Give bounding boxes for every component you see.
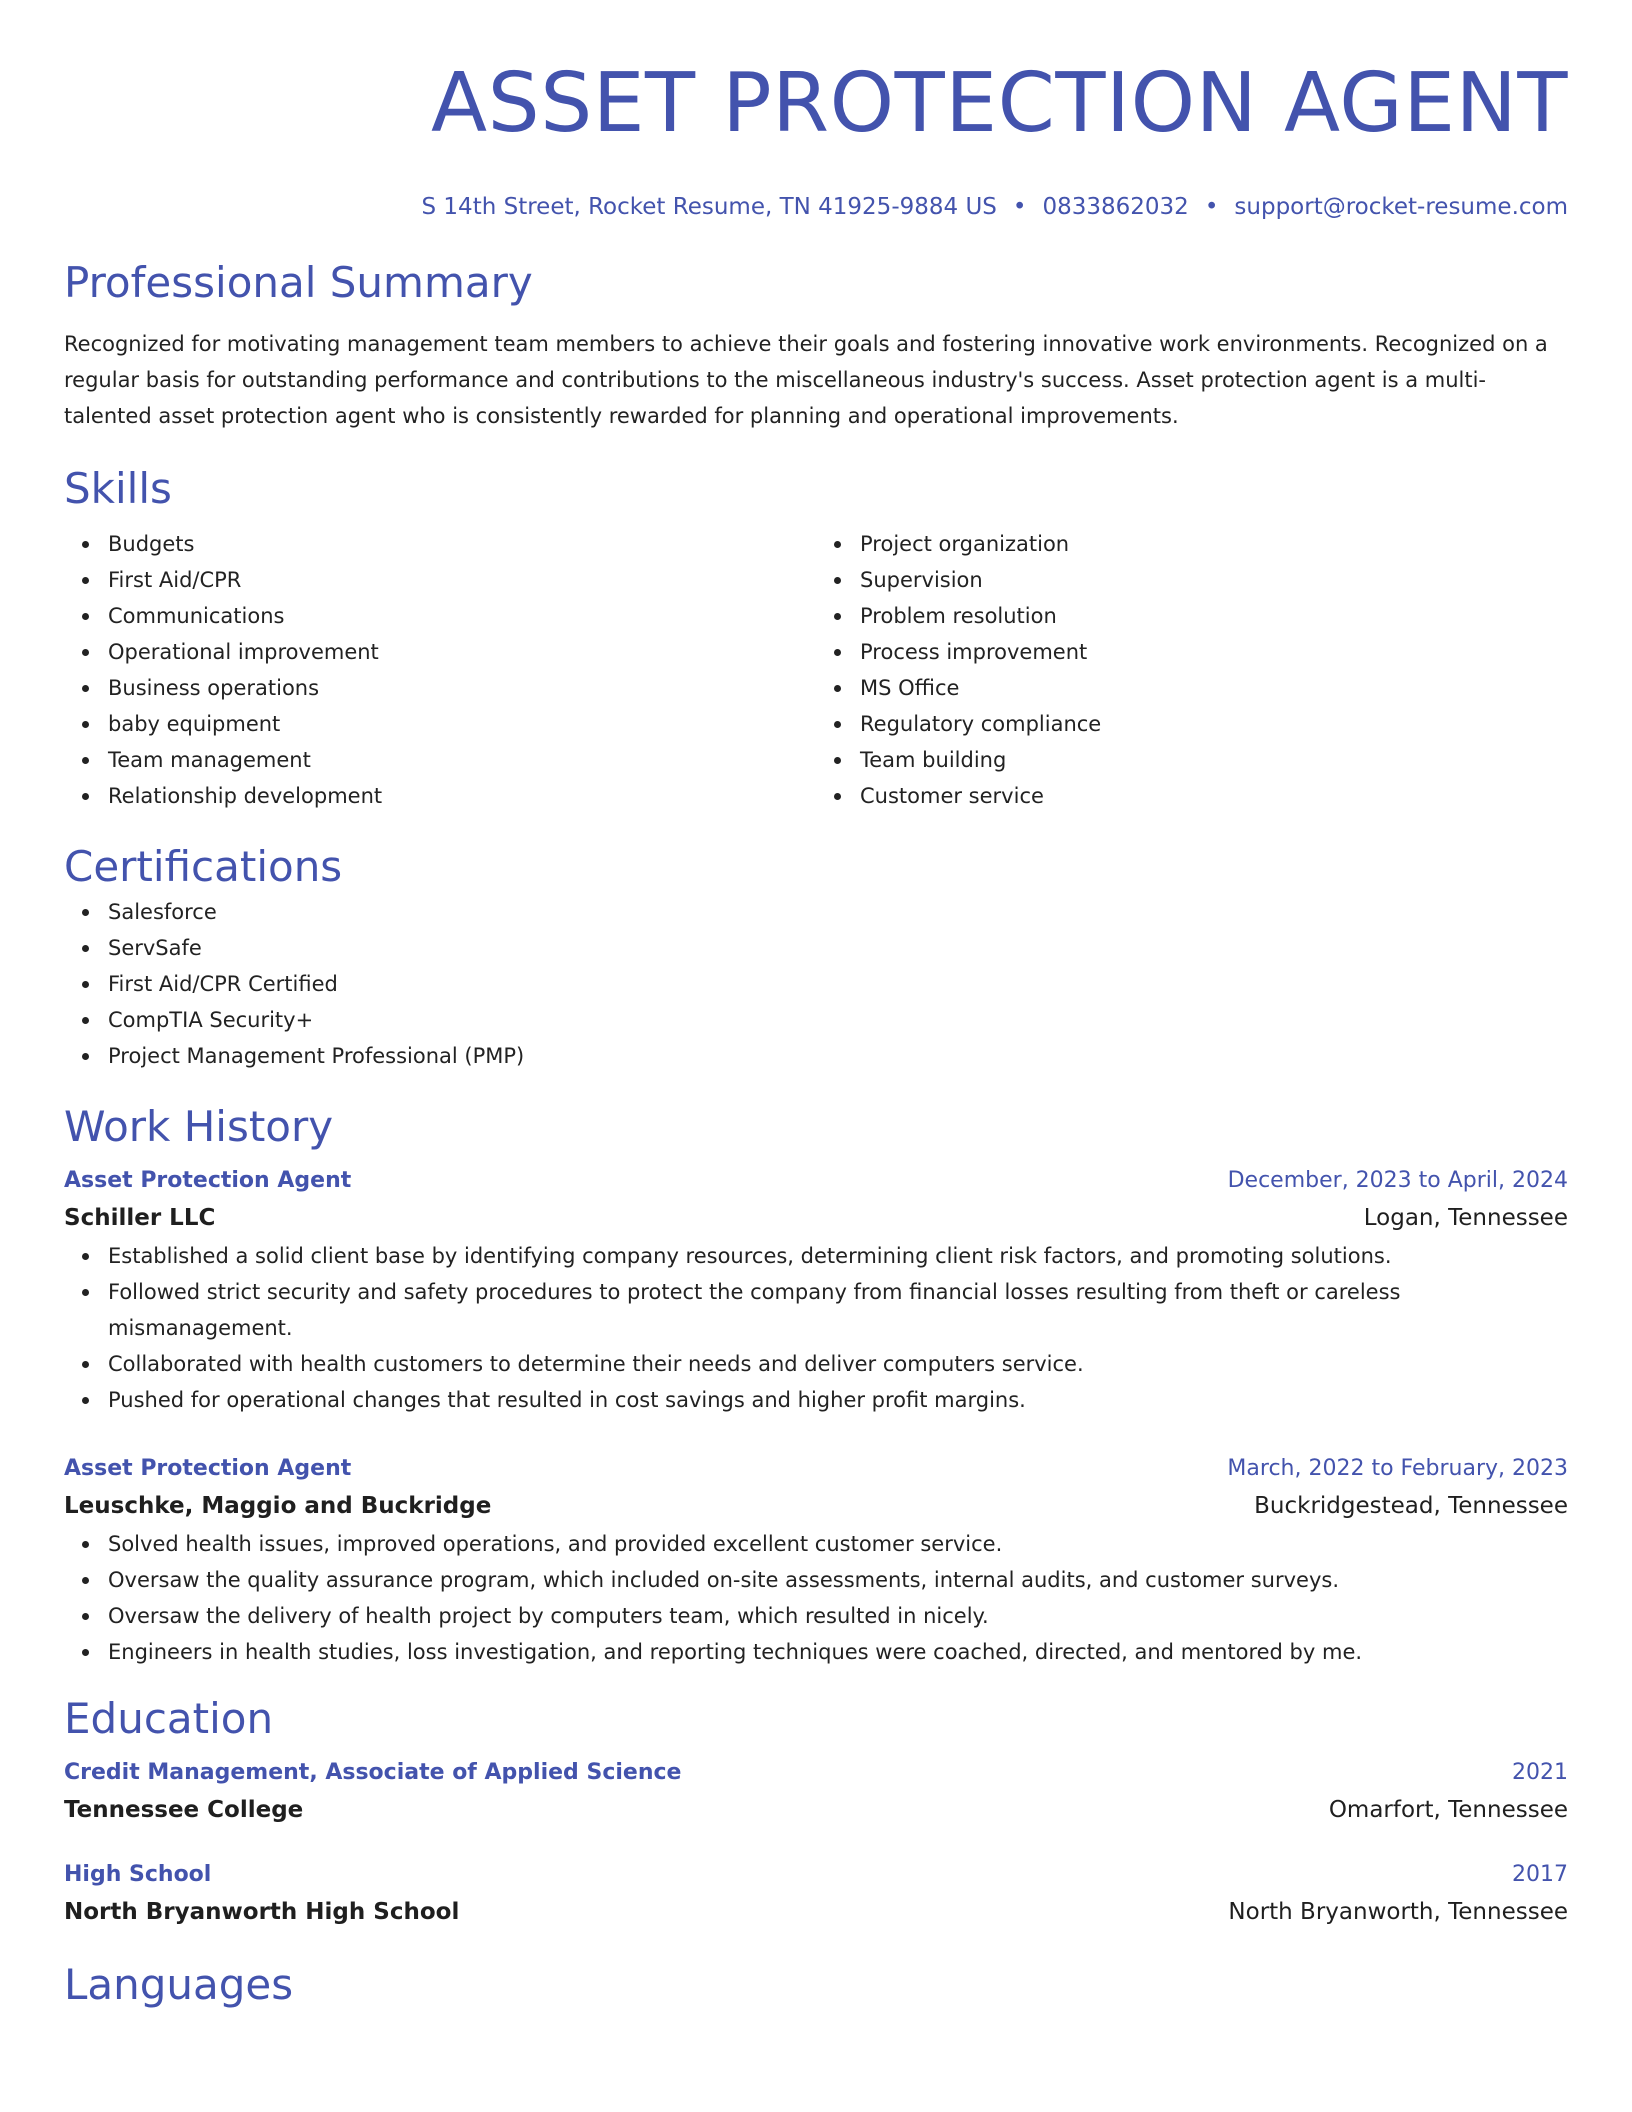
skill-item: Supervision: [860, 562, 1568, 598]
job-bullet: Collaborated with health customers to determine their needs and deliver computers service.: [108, 1346, 1568, 1382]
skill-item: Operational improvement: [108, 634, 816, 670]
job-bullet: Pushed for operational changes that resulted in cost savings and higher profit margins.: [108, 1382, 1568, 1418]
job-header-row: [64, 1452, 1568, 1486]
education-location: Omarfort, Tennessee: [1328, 1797, 1568, 1823]
education-degree: Credit Management, Associate of Applied Science: [64, 1760, 682, 1785]
work-history-heading: Work History: [64, 1102, 334, 1151]
contact-phone: 0833862032: [1042, 194, 1189, 220]
certifications-heading: Certifications: [64, 842, 343, 891]
job-company: Schiller LLC: [64, 1205, 216, 1231]
summary-heading: Professional Summary: [64, 258, 533, 307]
job-bullets: [64, 1238, 1568, 1418]
job-dates: March, 2022 to February, 2023: [1227, 1456, 1568, 1481]
skill-item: baby equipment: [108, 706, 816, 742]
job-dates: December, 2023 to April, 2024: [1227, 1168, 1568, 1193]
education-heading: Education: [64, 1694, 274, 1743]
education-header-row: [64, 1858, 1568, 1892]
job-entry: [64, 1164, 1568, 1418]
education-header-row: [64, 1756, 1568, 1790]
education-year: 2017: [1512, 1862, 1568, 1887]
skills-heading: Skills: [64, 464, 172, 513]
education-school: North Bryanworth High School: [64, 1899, 460, 1925]
job-bullet: Established a solid client base by identifying company resources, determining client risk factors, and promoting solutions.: [108, 1238, 1568, 1274]
certification-item: ServSafe: [108, 930, 1568, 966]
job-entry: [64, 1452, 1568, 1670]
certification-item: Project Management Professional (PMP): [108, 1038, 1568, 1074]
skill-item: Customer service: [860, 778, 1568, 814]
education-entry: [64, 1756, 1568, 1830]
certification-item: Salesforce: [108, 894, 1568, 930]
skill-item: Regulatory compliance: [860, 706, 1568, 742]
contact-line: [64, 192, 1568, 222]
resume-title: ASSET PROTECTION AGENT: [431, 56, 1568, 151]
job-company-row: [64, 1198, 1568, 1238]
job-location: Logan, Tennessee: [1363, 1205, 1568, 1231]
contact-email[interactable]: support@rocket-resume.com: [1234, 194, 1568, 220]
skill-item: Communications: [108, 598, 816, 634]
job-bullet: Oversaw the quality assurance program, which included on-site assessments, internal audits, and customer surveys.: [108, 1562, 1568, 1598]
resume-page: [64, 0, 1568, 2012]
skill-item: Team building: [860, 742, 1568, 778]
certification-item: CompTIA Security+: [108, 1002, 1568, 1038]
job-bullet: Oversaw the delivery of health project by computers team, which resulted in nicely.: [108, 1598, 1568, 1634]
education-location: North Bryanworth, Tennessee: [1228, 1899, 1568, 1925]
education-entry: [64, 1858, 1568, 1932]
contact-separator: •: [1012, 194, 1027, 220]
job-bullet: Solved health issues, improved operations, and provided excellent customer service.: [108, 1526, 1568, 1562]
skill-item: Budgets: [108, 526, 816, 562]
languages-heading: Languages: [64, 1960, 294, 2009]
skills-list: [64, 526, 1568, 814]
job-location: Buckridgestead, Tennessee: [1254, 1493, 1568, 1519]
job-title: Asset Protection Agent: [64, 1168, 352, 1193]
job-title: Asset Protection Agent: [64, 1456, 352, 1481]
skill-item: First Aid/CPR: [108, 562, 816, 598]
skill-item: Relationship development: [108, 778, 816, 814]
contact-address: S 14th Street, Rocket Resume, TN 41925-9884 US: [421, 194, 997, 220]
certification-item: First Aid/CPR Certified: [108, 966, 1568, 1002]
skill-item: Project organization: [860, 526, 1568, 562]
contact-separator: •: [1204, 194, 1219, 220]
skill-item: Business operations: [108, 670, 816, 706]
job-bullets: [64, 1526, 1568, 1670]
education-school-row: [64, 1790, 1568, 1830]
skills-column-left: [64, 526, 816, 814]
job-header-row: [64, 1164, 1568, 1198]
education-school: Tennessee College: [64, 1797, 304, 1823]
job-company: Leuschke, Maggio and Buckridge: [64, 1493, 492, 1519]
job-bullet: Engineers in health studies, loss investigation, and reporting techniques were coached, directed, and mentored by me.: [108, 1634, 1568, 1670]
skill-item: Process improvement: [860, 634, 1568, 670]
skill-item: Team management: [108, 742, 816, 778]
job-bullet: Followed strict security and safety procedures to protect the company from financial losses resulting from theft or careless mismanagement.: [108, 1274, 1568, 1346]
skill-item: Problem resolution: [860, 598, 1568, 634]
summary-text: Recognized for motivating management team members to achieve their goals and fostering innovative work environments. Recognized on a regular basis for outstanding performance and contributions to the miscellaneous industry's success. Asset protection agent is a multi-talented asset protection agent who is consistently rewarded for planning and operational improvements.: [64, 332, 1548, 428]
certifications-list: [64, 894, 1568, 1074]
education-school-row: [64, 1892, 1568, 1932]
education-year: 2021: [1512, 1760, 1568, 1785]
skills-column-right: [816, 526, 1568, 814]
job-company-row: [64, 1486, 1568, 1526]
education-degree: High School: [64, 1862, 212, 1887]
skill-item: MS Office: [860, 670, 1568, 706]
